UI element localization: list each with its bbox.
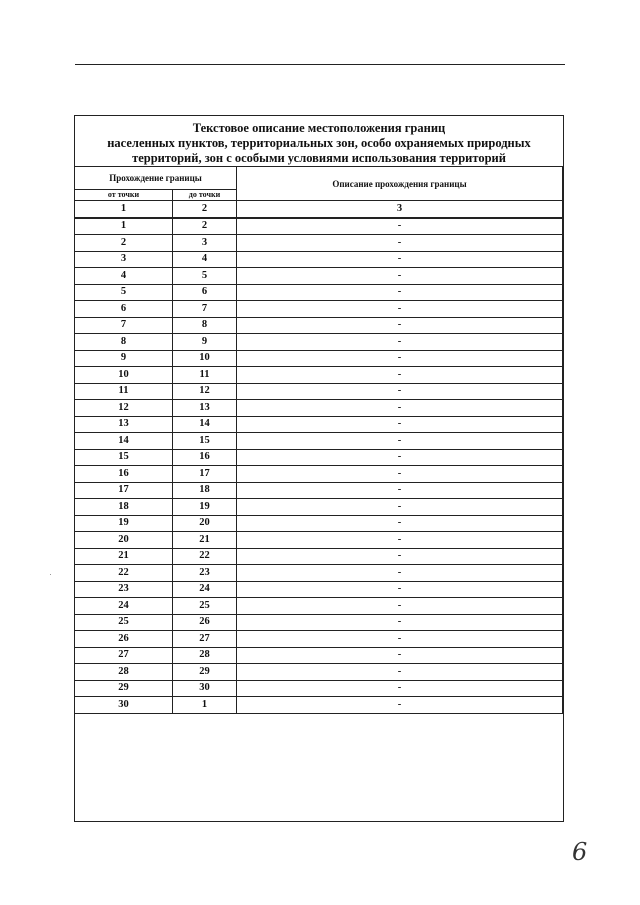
top-rule	[75, 64, 565, 65]
to-point-cell: 15	[173, 433, 237, 450]
title-line-2: населенных пунктов, территориальных зон, особо охраняемых природных	[107, 136, 531, 150]
table-row	[75, 301, 563, 318]
column-number: 3	[237, 201, 563, 218]
table-row	[75, 647, 563, 664]
description-cell: -	[237, 218, 563, 235]
title-line-1: Текстовое описание местоположения границ	[192, 121, 446, 135]
description-cell: -	[237, 400, 563, 417]
table-row	[75, 532, 563, 549]
table-row	[75, 449, 563, 466]
table-row	[75, 466, 563, 483]
from-point-cell: 26	[75, 631, 173, 648]
description-cell: -	[237, 367, 563, 384]
to-point-cell: 1	[173, 697, 237, 714]
description-cell: -	[237, 251, 563, 268]
header-from-point: от точки	[75, 190, 173, 201]
from-point-cell: 4	[75, 268, 173, 285]
from-point-cell: 21	[75, 548, 173, 565]
description-cell: -	[237, 515, 563, 532]
from-point-cell: 19	[75, 515, 173, 532]
from-point-cell: 16	[75, 466, 173, 483]
description-cell: -	[237, 482, 563, 499]
from-point-cell: 15	[75, 449, 173, 466]
from-point-cell: 20	[75, 532, 173, 549]
to-point-cell: 10	[173, 350, 237, 367]
boundary-table	[74, 166, 563, 714]
description-cell: -	[237, 284, 563, 301]
from-point-cell: 13	[75, 416, 173, 433]
from-point-cell: 23	[75, 581, 173, 598]
description-cell: -	[237, 449, 563, 466]
document-title	[75, 121, 563, 166]
from-point-cell: 2	[75, 235, 173, 252]
to-point-cell: 4	[173, 251, 237, 268]
to-point-cell: 14	[173, 416, 237, 433]
description-cell: -	[237, 416, 563, 433]
scan-speck	[50, 574, 51, 575]
to-point-cell: 8	[173, 317, 237, 334]
from-point-cell: 3	[75, 251, 173, 268]
table-row	[75, 350, 563, 367]
document-frame	[74, 115, 564, 822]
from-point-cell: 14	[75, 433, 173, 450]
from-point-cell: 25	[75, 614, 173, 631]
header-description: Описание прохождения границы	[237, 167, 563, 201]
to-point-cell: 26	[173, 614, 237, 631]
to-point-cell: 30	[173, 680, 237, 697]
column-number: 2	[173, 201, 237, 218]
from-point-cell: 11	[75, 383, 173, 400]
to-point-cell: 7	[173, 301, 237, 318]
to-point-cell: 2	[173, 218, 237, 235]
column-number: 1	[75, 201, 173, 218]
to-point-cell: 19	[173, 499, 237, 516]
table-row	[75, 548, 563, 565]
to-point-cell: 6	[173, 284, 237, 301]
description-cell: -	[237, 664, 563, 681]
table-row	[75, 631, 563, 648]
header-passage: Прохождение границы	[75, 167, 237, 190]
description-cell: -	[237, 466, 563, 483]
to-point-cell: 16	[173, 449, 237, 466]
to-point-cell: 9	[173, 334, 237, 351]
description-cell: -	[237, 383, 563, 400]
description-cell: -	[237, 647, 563, 664]
from-point-cell: 9	[75, 350, 173, 367]
description-cell: -	[237, 532, 563, 549]
from-point-cell: 22	[75, 565, 173, 582]
table-row	[75, 235, 563, 252]
description-cell: -	[237, 334, 563, 351]
description-cell: -	[237, 598, 563, 615]
from-point-cell: 17	[75, 482, 173, 499]
to-point-cell: 12	[173, 383, 237, 400]
column-number-row	[75, 201, 563, 218]
table-row	[75, 268, 563, 285]
table-row	[75, 367, 563, 384]
to-point-cell: 21	[173, 532, 237, 549]
table-row	[75, 334, 563, 351]
description-cell: -	[237, 235, 563, 252]
description-cell: -	[237, 581, 563, 598]
from-point-cell: 5	[75, 284, 173, 301]
header-to-point: до точки	[173, 190, 237, 201]
from-point-cell: 18	[75, 499, 173, 516]
to-point-cell: 25	[173, 598, 237, 615]
description-cell: -	[237, 565, 563, 582]
description-cell: -	[237, 433, 563, 450]
table-row	[75, 400, 563, 417]
page-number: 6	[572, 838, 588, 866]
description-cell: -	[237, 350, 563, 367]
to-point-cell: 28	[173, 647, 237, 664]
table-row	[75, 581, 563, 598]
table-row	[75, 218, 563, 235]
to-point-cell: 11	[173, 367, 237, 384]
from-point-cell: 24	[75, 598, 173, 615]
table-row	[75, 614, 563, 631]
table-row	[75, 515, 563, 532]
to-point-cell: 3	[173, 235, 237, 252]
from-point-cell: 7	[75, 317, 173, 334]
table-row	[75, 416, 563, 433]
title-line-3: территорий, зон с особыми условиями использования территорий	[132, 151, 506, 165]
to-point-cell: 29	[173, 664, 237, 681]
from-point-cell: 28	[75, 664, 173, 681]
from-point-cell: 1	[75, 218, 173, 235]
description-cell: -	[237, 614, 563, 631]
description-cell: -	[237, 548, 563, 565]
to-point-cell: 24	[173, 581, 237, 598]
table-header-row	[75, 167, 563, 190]
from-point-cell: 6	[75, 301, 173, 318]
from-point-cell: 10	[75, 367, 173, 384]
table-row	[75, 317, 563, 334]
table-row	[75, 565, 563, 582]
to-point-cell: 17	[173, 466, 237, 483]
table-row	[75, 598, 563, 615]
description-cell: -	[237, 680, 563, 697]
table-row	[75, 664, 563, 681]
description-cell: -	[237, 631, 563, 648]
table-row	[75, 251, 563, 268]
description-cell: -	[237, 317, 563, 334]
table-row	[75, 482, 563, 499]
from-point-cell: 27	[75, 647, 173, 664]
description-cell: -	[237, 301, 563, 318]
to-point-cell: 22	[173, 548, 237, 565]
to-point-cell: 13	[173, 400, 237, 417]
from-point-cell: 30	[75, 697, 173, 714]
table-row	[75, 383, 563, 400]
to-point-cell: 23	[173, 565, 237, 582]
table-row	[75, 499, 563, 516]
to-point-cell: 20	[173, 515, 237, 532]
from-point-cell: 8	[75, 334, 173, 351]
to-point-cell: 18	[173, 482, 237, 499]
to-point-cell: 5	[173, 268, 237, 285]
table-row	[75, 697, 563, 714]
description-cell: -	[237, 268, 563, 285]
description-cell: -	[237, 499, 563, 516]
from-point-cell: 12	[75, 400, 173, 417]
table-row	[75, 284, 563, 301]
description-cell: -	[237, 697, 563, 714]
to-point-cell: 27	[173, 631, 237, 648]
table-row	[75, 680, 563, 697]
from-point-cell: 29	[75, 680, 173, 697]
table-row	[75, 433, 563, 450]
